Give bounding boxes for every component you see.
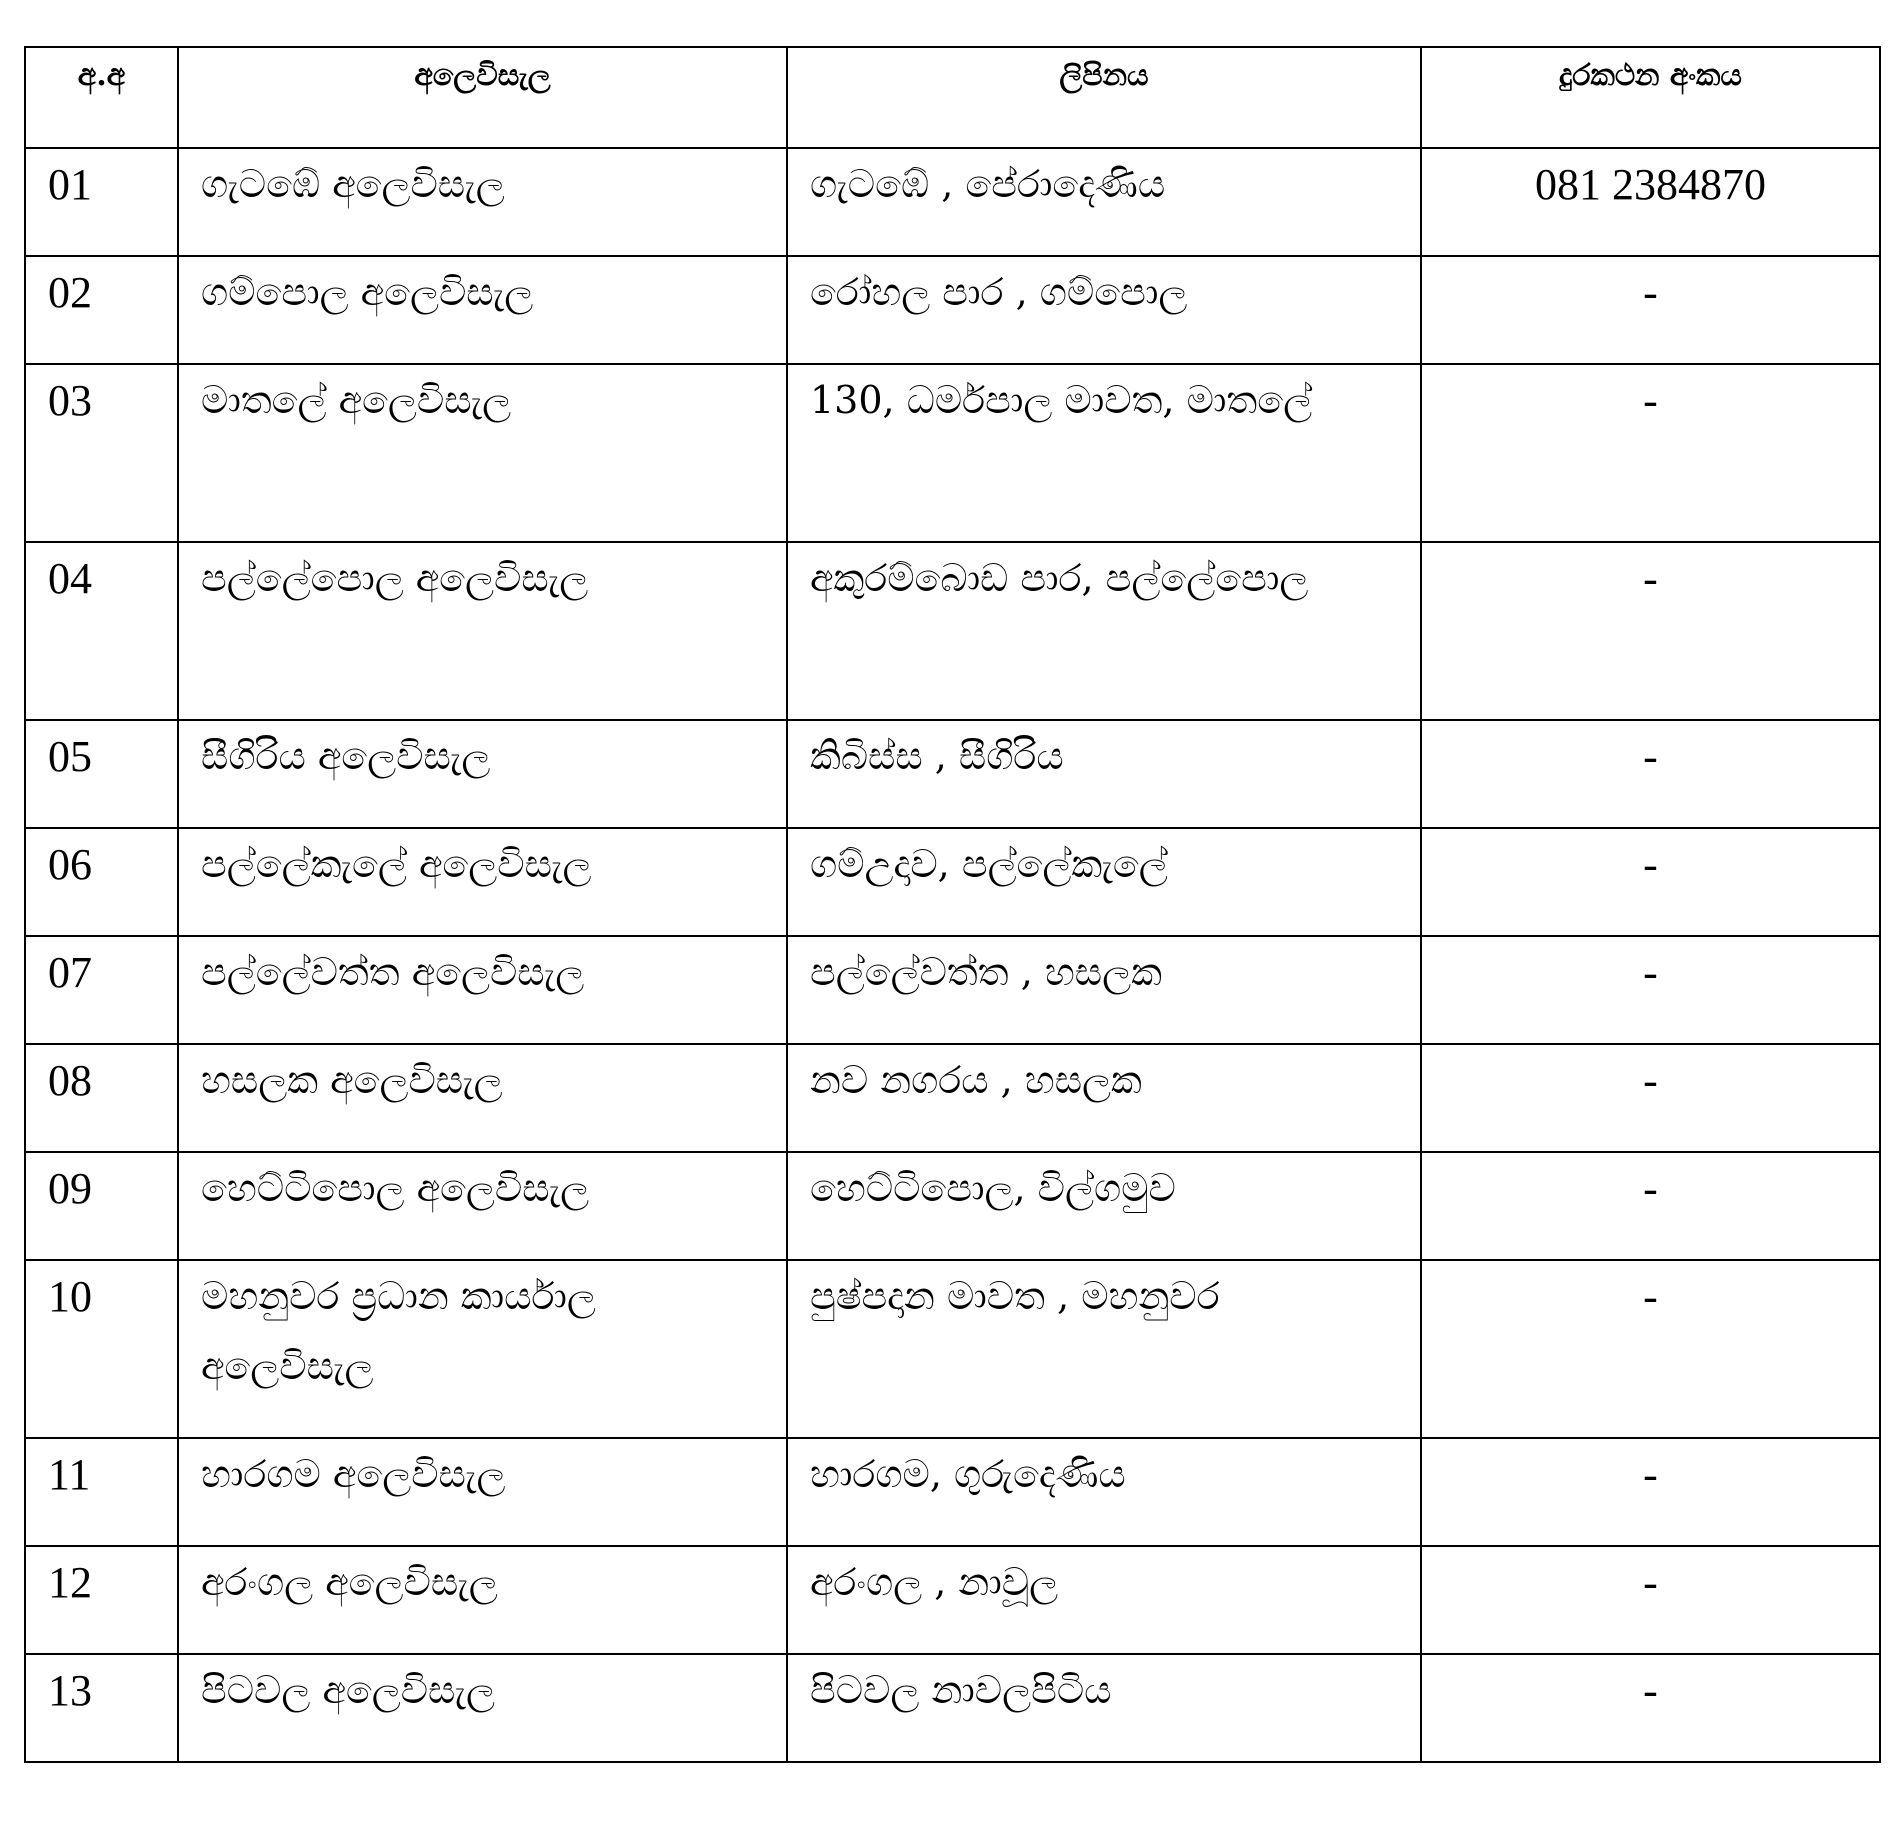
outlet-address: පිටවල නාවලපිටිය [787,1654,1421,1762]
row-number: 04 [25,542,178,720]
row-number: 03 [25,364,178,542]
outlet-phone: - [1421,364,1880,542]
outlet-address: නව නගරය , හසලක [787,1044,1421,1152]
row-number: 08 [25,1044,178,1152]
row-number: 12 [25,1546,178,1654]
outlet-phone: - [1421,1152,1880,1260]
outlet-address: අකුරම්බොඩ පාර, පල්ලේපොල [787,542,1421,720]
header-phone: දුරකථන අංකය [1421,47,1880,148]
outlet-name: පල්ලේකැලේ අලෙවිසැල [178,828,787,936]
outlet-name: පල්ලේපොල අලෙවිසැල [178,542,787,720]
table-row [25,364,1880,542]
outlet-address: රෝහල පාර , ගම්පොල [787,256,1421,364]
row-number: 11 [25,1438,178,1546]
outlet-address: අරංගල , නාවූල [787,1546,1421,1654]
row-number: 01 [25,148,178,256]
outlet-phone: - [1421,1044,1880,1152]
outlet-name: මාතලේ අලෙවිසැල [178,364,787,542]
outlet-phone: - [1421,936,1880,1044]
header-row [25,47,1880,148]
outlet-name: මහනුවර ප්‍රධාන කාර්යාල අලෙවිසැල [178,1260,787,1438]
row-number: 02 [25,256,178,364]
row-number: 10 [25,1260,178,1438]
header-outlet: අලෙවිසැල [178,47,787,148]
table-row [25,542,1880,720]
row-number: 06 [25,828,178,936]
table-row [25,936,1880,1044]
outlet-phone: - [1421,828,1880,936]
outlet-address: පුෂ්පදාන මාවත , මහනුවර [787,1260,1421,1438]
outlet-phone: - [1421,1260,1880,1438]
outlet-name: ගම්පොල අලෙවිසැල [178,256,787,364]
outlet-address: පල්ලේවත්ත , හසලක [787,936,1421,1044]
outlet-phone: - [1421,1546,1880,1654]
outlet-phone: - [1421,1654,1880,1762]
table-row [25,1152,1880,1260]
outlet-phone: 081 2384870 [1421,148,1880,256]
outlet-address: කිබිස්ස , සීගිරිය [787,720,1421,828]
table-row [25,828,1880,936]
table-row [25,1654,1880,1762]
table-row [25,148,1880,256]
outlet-name: පල්ලේවත්ත අලෙවිසැල [178,936,787,1044]
header-address: ලිපිනය [787,47,1421,148]
table-row [25,256,1880,364]
row-number: 07 [25,936,178,1044]
outlet-address: හාරගම, ගුරුදෙණිය [787,1438,1421,1546]
table-row [25,1438,1880,1546]
outlet-name: හෙට්ටිපොල අලෙවිසැල [178,1152,787,1260]
table-row [25,720,1880,828]
outlet-address: හෙට්ටිපොල, විල්ගමුව [787,1152,1421,1260]
outlet-phone: - [1421,542,1880,720]
outlet-name: හසලක අලෙවිසැල [178,1044,787,1152]
table-row [25,1260,1880,1438]
outlet-phone: - [1421,720,1880,828]
outlet-phone: - [1421,256,1880,364]
outlet-phone: - [1421,1438,1880,1546]
outlet-address: 130, ධර්මපාල මාවත, මාතලේ [787,364,1421,542]
row-number: 05 [25,720,178,828]
outlet-name: පිටවල අලෙවිසැල [178,1654,787,1762]
outlet-address: ගැටඹේ , පේරාදෙණිය [787,148,1421,256]
outlet-name: සීගිරිය අලෙවිසැල [178,720,787,828]
row-number: 09 [25,1152,178,1260]
table-row [25,1546,1880,1654]
table-row [25,1044,1880,1152]
outlet-name: හාරගම අලෙවිසැල [178,1438,787,1546]
row-number: 13 [25,1654,178,1762]
outlet-address: ගම්උදාව, පල්ලේකැලේ [787,828,1421,936]
outlet-name: ගැටඹේ අලෙවිසැල [178,148,787,256]
outlet-name: අරංගල අලෙවිසැල [178,1546,787,1654]
header-no: අ.අ [25,47,178,148]
outlet-table [24,46,1881,1763]
